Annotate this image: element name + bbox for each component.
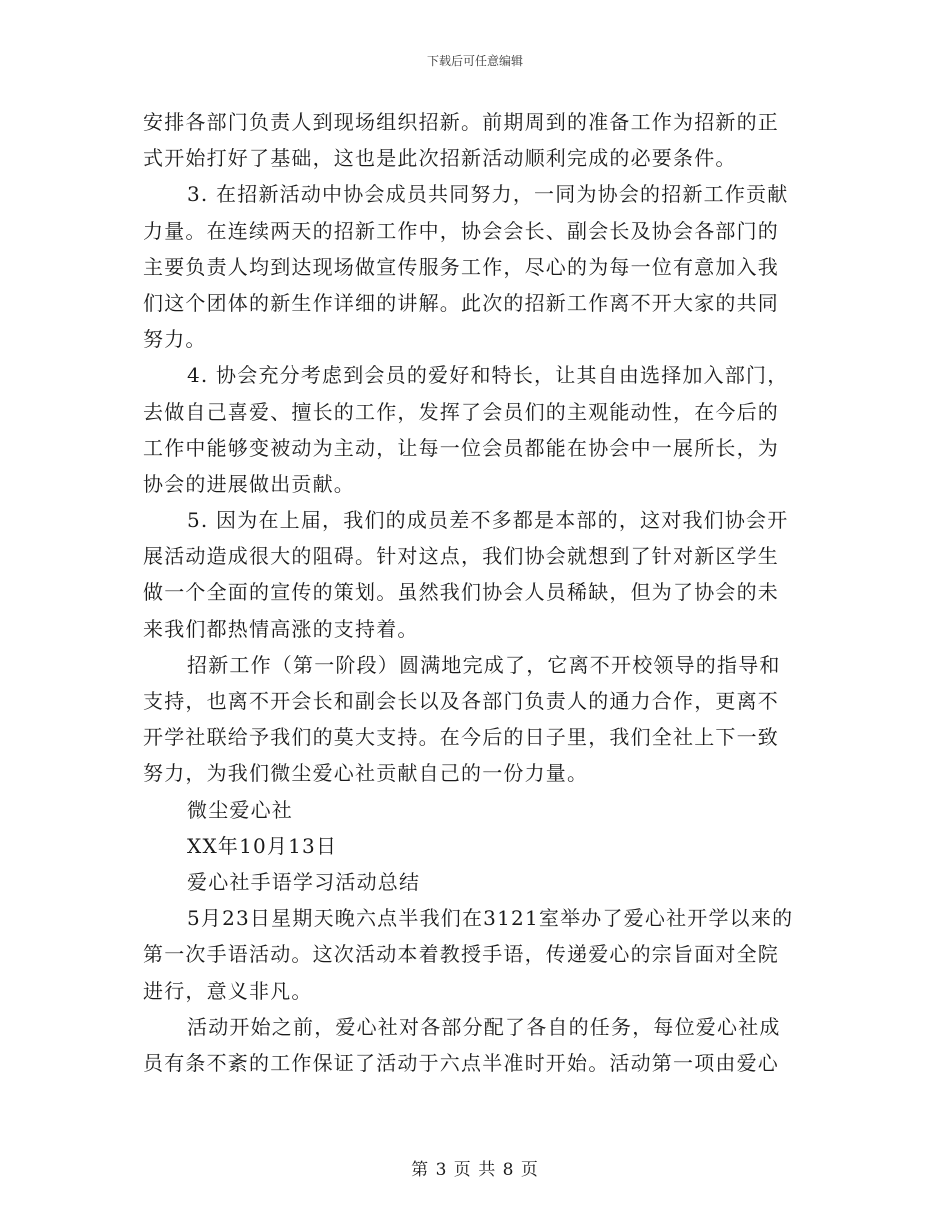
text-line: 们这个团体的新生作详细的讲解。此次的招新工作离不开大家的共同 — [143, 290, 779, 315]
text-line: 努力。 — [143, 327, 207, 352]
text-line: 工作中能够变被动为主动，让每一位会员都能在协会中一展所长，为 — [143, 435, 779, 460]
text-line: 3. 在招新活动中协会成员共同努力，一同为协会的招新工作贡献 — [187, 182, 789, 207]
text-line: 来我们都热情高涨的支持着。 — [143, 616, 419, 641]
text-line: 员有条不紊的工作保证了活动于六点半准时开始。活动第一项由爱心 — [143, 1050, 779, 1075]
text-line: 招新工作（第一阶段）圆满地完成了，它离不开校领导的指导和 — [187, 652, 781, 677]
text-line: 力量。在连续两天的招新工作中，协会会长、副会长及协会各部门的 — [143, 218, 779, 243]
text-line: 展活动造成很大的阻碍。针对这点，我们协会就想到了针对新区学生 — [143, 544, 779, 569]
text-line: 5月23日星期天晚六点半我们在3121室举办了爱心社开学以来的 — [187, 906, 794, 931]
text-line: 开学社联给予我们的莫大支持。在今后的日子里，我们全社上下一致 — [143, 725, 779, 750]
text-line: 协会的进展做出贡献。 — [143, 471, 355, 496]
text-line: 进行，意义非凡。 — [143, 978, 313, 1003]
text-line: 安排各部门负责人到现场组织招新。前期周到的准备工作为招新的正 — [143, 110, 779, 134]
text-line: 5. 因为在上届，我们的成员差不多都是本部的，这对我们协会开 — [187, 508, 789, 533]
document-body — [143, 104, 807, 1081]
text-line: 爱心社手语学习活动总结 — [187, 869, 421, 894]
text-line: 第一次手语活动。这次活动本着教授手语，传递爱心的宗旨面对全院 — [143, 942, 779, 967]
text-line: 4. 协会充分考虑到会员的爱好和特长，让其自由选择加入部门， — [187, 363, 789, 388]
page-number-footer: 第 3 页 共 8 页 — [411, 1160, 539, 1180]
text-line: 式开始打好了基础，这也是此次招新活动顺利完成的必要条件。 — [143, 146, 737, 171]
text-line: 活动开始之前，爱心社对各部分配了各自的任务，每位爱心社成 — [187, 1014, 781, 1039]
text-line: 主要负责人均到达现场做宣传服务工作，尽心的为每一位有意加入我 — [143, 254, 779, 279]
text-line: 去做自己喜爱、擅长的工作，发挥了会员们的主观能动性，在今后的 — [143, 399, 779, 424]
text-line: 做一个全面的宣传的策划。虽然我们协会人员稀缺，但为了协会的未 — [143, 580, 779, 605]
page-header-note: 下载后可任意编辑 — [426, 54, 523, 68]
text-line: 微尘爱心社 — [187, 797, 293, 822]
text-line: 支持，也离不开会长和副会长以及各部门负责人的通力合作，更离不 — [143, 689, 779, 713]
text-line: 努力，为我们微尘爱心社贡献自己的一份力量。 — [143, 761, 589, 786]
text-line: XX年10月13日 — [187, 833, 338, 858]
